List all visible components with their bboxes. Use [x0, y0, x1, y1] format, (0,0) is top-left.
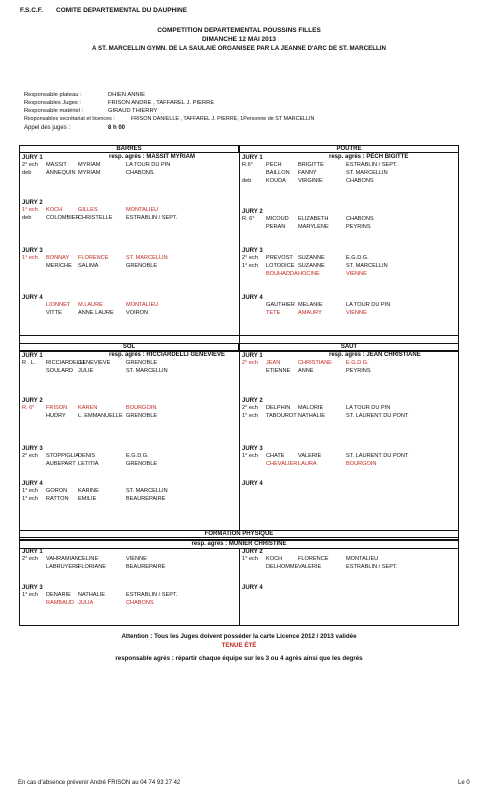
firstname-cell: M.LAURE [78, 302, 103, 308]
firstname-cell: ANNE [298, 368, 314, 374]
jury-title: JURY 3 [242, 446, 263, 452]
firstname-cell: SUZANNE [298, 263, 325, 269]
firstname-cell: CELINE [78, 556, 99, 562]
lastname-cell: VITTE [46, 310, 62, 316]
footer-right: Le 0 [458, 780, 470, 786]
club-cell: GRENOBLE [126, 413, 158, 419]
club-cell: GRENOBLE [126, 461, 158, 467]
jury-member-row [242, 556, 457, 564]
section-title-saut: SAUT [239, 343, 459, 351]
jury-member-row [22, 263, 237, 271]
rank-cell: 2° ech [22, 162, 38, 168]
official-label: Responsable matériel : [24, 108, 84, 114]
rank-cell: R. 6° [22, 405, 35, 411]
jury-member-row [22, 488, 237, 496]
title-venue: A ST. MARCELLIN GYMN. DE LA SAULAIE ORGANISEE PAR LA JEANNE D'ARC DE ST. MARCELLIN [92, 45, 386, 52]
lastname-cell: DENARIE [46, 592, 71, 598]
section-title-sol: SOL [19, 343, 239, 351]
firstname-cell: AMAURY [298, 310, 322, 316]
jury-title: JURY 2 [242, 549, 263, 555]
club-cell: E.G.D.G. [346, 360, 369, 366]
firstname-cell: JULIE [78, 368, 94, 374]
rank-cell: 2° ech [242, 255, 258, 261]
lastname-cell: LOTODICE [266, 263, 295, 269]
rank-cell: R. 6° [242, 216, 255, 222]
firstname-cell: KARINE [78, 488, 99, 494]
jury-title: JURY 2 [242, 398, 263, 404]
club-cell: ESTRABLIN / SEPT. [126, 215, 178, 221]
jury-title: JURY 4 [242, 585, 263, 591]
jury-member-row [22, 453, 237, 461]
jury-member-row [242, 461, 457, 469]
jury-title: JURY 3 [22, 446, 43, 452]
club-cell: PEYRINS [346, 368, 371, 374]
note-tenue: TENUE ÉTÉ [221, 642, 257, 649]
divider [239, 145, 240, 530]
firstname-cell: ELIZABETH [298, 216, 329, 222]
lastname-cell: KOCH [266, 556, 283, 562]
firstname-cell: SALIMA [78, 263, 99, 269]
jury-member-row [242, 368, 457, 376]
rank-cell: 1° ech [242, 263, 258, 269]
club-cell: GRENOBLE [126, 360, 158, 366]
lastname-cell: RATTON [46, 496, 69, 502]
lastname-cell: BOUHADDA [266, 271, 298, 277]
club-cell: MONTALIEU [126, 302, 159, 308]
club-cell: CHABONS [346, 216, 374, 222]
lastname-cell: PREVOST [266, 255, 293, 261]
club-cell: VIENNE [346, 271, 367, 277]
title-date: DIMANCHE 12 MAI 2013 [201, 36, 277, 43]
lastname-cell: GAUTHIER [266, 302, 295, 308]
firstname-cell: FLORENCE [78, 255, 109, 261]
rank-cell: 1° ech [22, 488, 38, 494]
lastname-cell: CHATE [266, 453, 285, 459]
firstname-cell: HOCINE [298, 271, 320, 277]
firstname-cell: FLORIANE [78, 564, 106, 570]
firstname-cell: VALERIE [298, 453, 322, 459]
firstname-cell: GENEVIEVE [78, 360, 111, 366]
firstname-cell: L. EMMANUELLE [78, 413, 123, 419]
firstname-cell: MYRIAM [78, 162, 101, 168]
firstname-cell: KAREN [78, 405, 98, 411]
rank-cell: deb [22, 170, 32, 176]
lastname-cell: COLOMBIER [46, 215, 80, 221]
jury-member-row [22, 592, 237, 600]
lastname-cell: PERAN [266, 224, 286, 230]
club-cell: LA TOUR DU PIN [346, 302, 391, 308]
rank-cell: 2° ech [242, 360, 258, 366]
jury-title: JURY 4 [22, 481, 43, 487]
club-cell: ESTRABLIN / SEPT. [126, 592, 178, 598]
jury-member-row [242, 178, 457, 186]
divider [239, 548, 240, 626]
jury-member-row [22, 255, 237, 263]
rank-cell: R.6° [242, 162, 253, 168]
jury-title: JURY 1 [242, 353, 263, 359]
club-cell: BOURGOIN [126, 405, 157, 411]
jury-member-row [22, 215, 237, 223]
lastname-cell: GORON [46, 488, 68, 494]
note-attention: Attention : Tous les Juges doivent posséder la carte Licence 2012 / 2013 validée [121, 633, 357, 640]
jury-member-row [22, 413, 237, 421]
rank-cell: 1° ech [22, 255, 38, 261]
lastname-cell: ANNEQUIN [46, 170, 76, 176]
lastname-cell: SOULARD [46, 368, 74, 374]
lastname-cell: BAILLON [266, 170, 290, 176]
club-cell: PEYRINS [346, 224, 371, 230]
lastname-cell: KOUDA [266, 178, 286, 184]
rank-cell: 1° ech [242, 413, 258, 419]
resp-agres-saut: resp. agrès : JEAN CHRISTIANE [329, 352, 421, 358]
firstname-cell: CHRISTIANE [298, 360, 332, 366]
rank-cell: 1° ech [242, 556, 258, 562]
firstname-cell: CHRISTELLE [78, 215, 113, 221]
club-cell: ST. MARCELLIN [346, 170, 388, 176]
official-value: FRISON ANDRE , TAFFAREL J. PIERRE [108, 100, 215, 106]
lastname-cell: LIONNET [46, 302, 71, 308]
official-value: GIRAUD THIERRY [108, 108, 158, 114]
jury-title: JURY 1 [242, 155, 263, 161]
lastname-cell: TETE [266, 310, 281, 316]
club-cell: VOIRON [126, 310, 149, 316]
club-cell: MONTALIEU [346, 556, 379, 562]
jury-title: JURY 3 [22, 248, 43, 254]
section-title-barres: BARRES [19, 145, 239, 153]
lastname-cell: MICOUD [266, 216, 289, 222]
club-cell: BEAUREPAIRE [126, 496, 166, 502]
club-cell: E.G.D.G. [346, 255, 369, 261]
lastname-cell: MASSIT [46, 162, 67, 168]
club-cell: VIENNE [126, 556, 147, 562]
club-cell: ST. MARCELLIN [126, 368, 168, 374]
jury-member-row [22, 556, 237, 564]
jury-member-row [242, 162, 457, 170]
firstname-cell: ANNE LAURE [78, 310, 114, 316]
firstname-cell: NATHALIE [78, 592, 105, 598]
firstname-cell: BRIGITTE [298, 162, 324, 168]
jury-title: JURY 1 [22, 155, 43, 161]
firstname-cell: LAURA [298, 461, 317, 467]
club-cell: VIENNE [346, 310, 367, 316]
jury-title: JURY 1 [22, 353, 43, 359]
jury-member-row [22, 162, 237, 170]
firstname-cell: VIRGINIE [298, 178, 323, 184]
rank-cell: 2° ech [22, 556, 38, 562]
official-label: Responsables Juges : [24, 100, 82, 106]
firstname-cell: NATHALIE [298, 413, 325, 419]
lastname-cell: BONNAY [46, 255, 70, 261]
jury-title: JURY 2 [22, 200, 43, 206]
jury-title: JURY 1 [22, 549, 43, 555]
jury-member-row [242, 263, 457, 271]
section-title-formation: FORMATION PHYSIQUE [19, 530, 459, 538]
firstname-cell: SUZANNE [298, 255, 325, 261]
firstname-cell: MELANIE [298, 302, 323, 308]
firstname-cell: JULIA [78, 600, 94, 606]
firstname-cell: EMILIE [78, 496, 97, 502]
club-cell: BEAUREPAIRE [126, 564, 166, 570]
official-value: FRISON DANIELLE , TAFFAREL J. PIERRE, 1Personne de ST MARCELLIN [131, 116, 315, 122]
jury-member-row [242, 170, 457, 178]
resp-agres-sol: resp. agrès : RICCIARDELLI GENEVIEVE [109, 352, 226, 358]
note-resp: responsable agrès : répartir chaque équipe sur les 3 ou 4 agrès ainsi que les degrés [115, 655, 363, 662]
lastname-cell: LABRUYERE [46, 564, 80, 570]
lastname-cell: JEAN [266, 360, 281, 366]
jury-member-row [22, 170, 237, 178]
jury-member-row [22, 368, 237, 376]
jury-member-row [242, 413, 457, 421]
rank-cell: 2° ech [22, 453, 38, 459]
jury-grid [19, 145, 459, 540]
lastname-cell: CHEVALIER [266, 461, 298, 467]
rank-cell: 1° ech [22, 207, 38, 213]
jury-title: JURY 2 [22, 398, 43, 404]
firstname-cell: MARYLENE [298, 224, 329, 230]
footer-contact: En cas d'absence prévenir André FRISON au 04 74 93 27 42 [18, 780, 181, 786]
lastname-cell: KOCH [46, 207, 63, 213]
lastname-cell: MERICHE [46, 263, 72, 269]
formation-block [19, 540, 459, 626]
firstname-cell: FLORENCE [298, 556, 329, 562]
lastname-cell: RAMBAUD [46, 600, 74, 606]
club-cell: LA TOUR DU PIN [346, 405, 391, 411]
club-cell: ST. MARCELLIN [346, 263, 388, 269]
lastname-cell: DELPHIN [266, 405, 291, 411]
club-cell: ST. MARCELLIN [126, 488, 168, 494]
firstname-cell: FANNY [298, 170, 317, 176]
rank-cell: 1° ech [242, 453, 258, 459]
jury-member-row [242, 405, 457, 413]
jury-title: JURY 3 [242, 248, 263, 254]
rank-cell: deb [22, 215, 32, 221]
lastname-cell: ETIENNE [266, 368, 291, 374]
lastname-cell: STOPPIGLIA [46, 453, 80, 459]
club-cell: GRENOBLE [126, 263, 158, 269]
jury-title: JURY 3 [22, 585, 43, 591]
jury-member-row [242, 453, 457, 461]
club-cell: BOURGOIN [346, 461, 377, 467]
firstname-cell: DENIS [78, 453, 96, 459]
lastname-cell: AUBEPART [46, 461, 76, 467]
firstname-cell: MYRIAM [78, 170, 101, 176]
lastname-cell: TABOUROT [266, 413, 297, 419]
jury-title: JURY 4 [242, 295, 263, 301]
lastname-cell: FRISON [46, 405, 68, 411]
org-left: F.S.C.F. [20, 7, 43, 14]
jury-title: JURY 4 [242, 481, 263, 487]
jury-member-row [22, 207, 237, 215]
resp-agres-barres: resp. agrès : MASSIT MYRIAM [109, 154, 196, 160]
firstname-cell: VALERIE [298, 564, 322, 570]
jury-member-row [22, 496, 237, 504]
lastname-cell: DELHOMME [266, 564, 299, 570]
jury-member-row [242, 302, 457, 310]
firstname-cell: MALORIE [298, 405, 324, 411]
jury-member-row [22, 360, 237, 368]
divider [19, 335, 459, 336]
resp-agres-poutre: resp. agrès : PECH BIGITTE [329, 154, 409, 160]
club-cell: ST. LAURENT DU PONT [346, 413, 409, 419]
official-label: Appel des juges : [24, 125, 71, 131]
firstname-cell: GILLES [78, 207, 98, 213]
official-label: Responsable plateau : [24, 92, 82, 98]
jury-member-row [242, 360, 457, 368]
club-cell: MONTALIEU [126, 207, 159, 213]
jury-member-row [22, 405, 237, 413]
club-cell: ESTRABLIN / SEPT. [346, 564, 398, 570]
jury-member-row [22, 564, 237, 572]
firstname-cell: LETITIA [78, 461, 99, 467]
club-cell: CHABONS [346, 178, 374, 184]
jury-member-row [22, 302, 237, 310]
lastname-cell: PECH [266, 162, 282, 168]
title-competition: COMPETITION DEPARTEMENTAL POUSSINS FILLES [157, 27, 321, 34]
formation-resp: resp. agrès : MUNIER CHRISTINE [191, 541, 287, 547]
jury-member-row [242, 216, 457, 224]
official-value: 8 h 00 [108, 125, 126, 131]
section-title-poutre: POUTRE [239, 145, 459, 153]
lastname-cell: HUDRY [46, 413, 66, 419]
jury-member-row [242, 564, 457, 572]
jury-member-row [242, 255, 457, 263]
club-cell: E.G.D.G. [126, 453, 149, 459]
jury-title: JURY 2 [242, 209, 263, 215]
rank-cell: 1° ech [22, 496, 38, 502]
rank-cell: 2° ech [242, 405, 258, 411]
rank-cell: 1° ech [22, 592, 38, 598]
jury-member-row [242, 271, 457, 279]
jury-title: JURY 4 [22, 295, 43, 301]
rank-cell: deb [242, 178, 252, 184]
official-label: Responsables secrétariat et licences : [24, 116, 115, 122]
club-cell: ST. LAURENT DU PONT [346, 453, 409, 459]
club-cell: ESTRABLIN / SEPT. [346, 162, 398, 168]
org-right: COMITE DEPARTEMENTAL DU DAUPHINE [56, 7, 188, 14]
jury-member-row [242, 224, 457, 232]
rank-cell: R . L. [22, 360, 36, 366]
club-cell: CHABONS [126, 170, 154, 176]
lastname-cell: RICCIARDELLI [46, 360, 85, 366]
jury-member-row [22, 461, 237, 469]
club-cell: LA TOUR DU PIN [126, 162, 171, 168]
jury-member-row [22, 600, 237, 608]
jury-member-row [242, 310, 457, 318]
club-cell: CHABONS [126, 600, 154, 606]
official-value: DHIEN ANNIE [108, 92, 146, 98]
jury-member-row [22, 310, 237, 318]
lastname-cell: VAHRAMIAN [46, 556, 79, 562]
club-cell: ST. MARCELLIN [126, 255, 168, 261]
